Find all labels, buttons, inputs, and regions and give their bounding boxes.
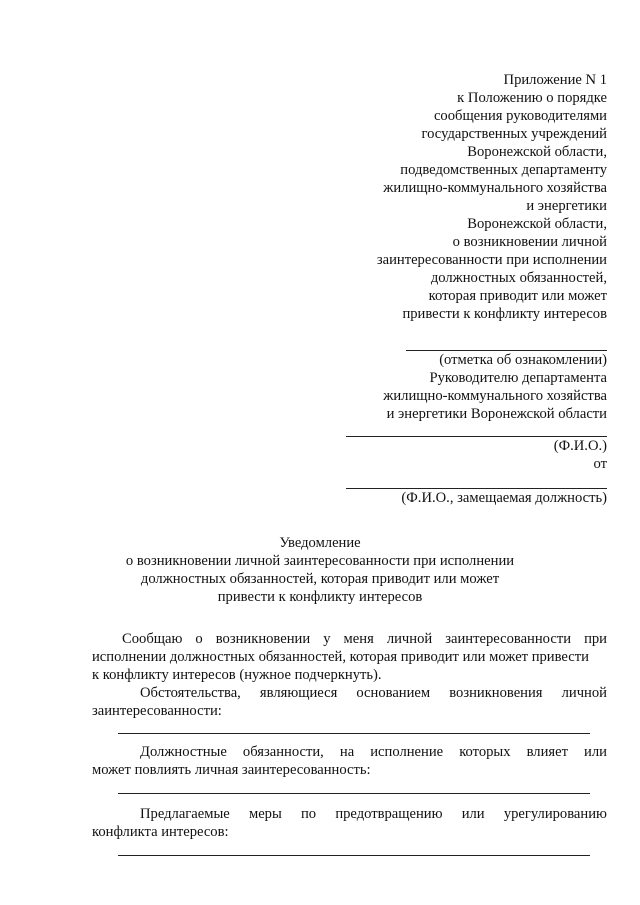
word: которых — [459, 744, 511, 760]
word: при — [584, 631, 607, 647]
word: возникновении — [215, 631, 311, 647]
appendix-line: Воронежской области, — [467, 216, 607, 232]
from-label: от — [593, 456, 607, 472]
notice-subtitle-line: о возникновении личной заинтересованности при исполнении — [125, 553, 515, 569]
circumstances-blank-line[interactable] — [118, 733, 590, 734]
word: меры — [248, 806, 282, 822]
word: на — [339, 744, 355, 760]
paragraph-line: может повлиять личная заинтересованность: — [92, 762, 371, 778]
word: Предлагаемые — [140, 806, 230, 822]
word: Обстоятельства, — [140, 685, 241, 701]
notice-heading: Уведомление — [279, 535, 361, 551]
paragraph-line: конфликта интересов: — [92, 824, 229, 840]
appendix-line: привести к конфликту интересов — [402, 306, 607, 322]
word: или — [584, 744, 607, 760]
appendix-line: должностных обязанностей, — [430, 270, 607, 286]
word: обязанности, — [242, 744, 324, 760]
sender-fio-blank-line[interactable] — [346, 488, 607, 489]
word: о — [195, 631, 203, 647]
acknowledgement-label: (отметка об ознакомлении) — [439, 352, 607, 368]
paragraph-line: исполнении должностных обязанностей, которая приводит или может привести — [92, 649, 589, 665]
acknowledgement-blank-line[interactable] — [406, 350, 607, 351]
measures-blank-line[interactable] — [118, 855, 590, 856]
word: Сообщаю — [122, 631, 183, 647]
appendix-line: Приложение N 1 — [503, 72, 607, 88]
word: по — [301, 806, 317, 822]
addressee-line: и энергетики Воронежской области — [386, 406, 607, 422]
appendix-line: заинтересованности при исполнении — [376, 252, 607, 268]
appendix-line: подведомственных департаменту — [400, 162, 607, 178]
fio-label: (Ф.И.О.) — [553, 438, 607, 454]
notice-subtitle-line: привести к конфликту интересов — [217, 589, 423, 605]
word: являющиеся — [259, 685, 338, 701]
justified-line — [140, 744, 607, 761]
addressee-line: Руководителю департамента — [429, 370, 607, 386]
word: возникновения — [449, 685, 543, 701]
word: меня — [343, 631, 374, 647]
fio-position-label: (Ф.И.О., замещаемая должность) — [401, 490, 607, 506]
word: влияет — [526, 744, 568, 760]
word: предотвращению — [335, 806, 443, 822]
appendix-line: государственных учреждений — [421, 126, 607, 142]
justified-line — [122, 631, 607, 648]
word: личной — [386, 631, 433, 647]
paragraph-line: к конфликту интересов (нужное подчеркнуть). — [92, 667, 382, 683]
word: у — [323, 631, 331, 647]
appendix-line: о возникновении личной — [452, 234, 607, 250]
duties-blank-line[interactable] — [118, 793, 590, 794]
word: Должностные — [140, 744, 227, 760]
appendix-line: которая приводит или может — [428, 288, 607, 304]
word: или — [461, 806, 485, 822]
word: урегулированию — [503, 806, 607, 822]
head-fio-blank-line[interactable] — [346, 436, 607, 437]
appendix-line: жилищно-коммунального хозяйства — [383, 180, 607, 196]
justified-line — [140, 685, 607, 702]
appendix-line: Воронежской области, — [467, 144, 607, 160]
word: личной — [561, 685, 607, 701]
paragraph-line: заинтересованности: — [92, 703, 222, 719]
justified-line — [140, 806, 607, 823]
notice-subtitle-line: должностных обязанностей, которая приводит или может — [140, 571, 500, 587]
appendix-line: сообщения руководителями — [433, 108, 607, 124]
word: исполнение — [370, 744, 444, 760]
word: основанием — [356, 685, 431, 701]
word: заинтересованности — [445, 631, 572, 647]
appendix-line: и энергетики — [526, 198, 607, 214]
addressee-line: жилищно-коммунального хозяйства — [383, 388, 607, 404]
appendix-line: к Положению о порядке — [457, 90, 607, 106]
